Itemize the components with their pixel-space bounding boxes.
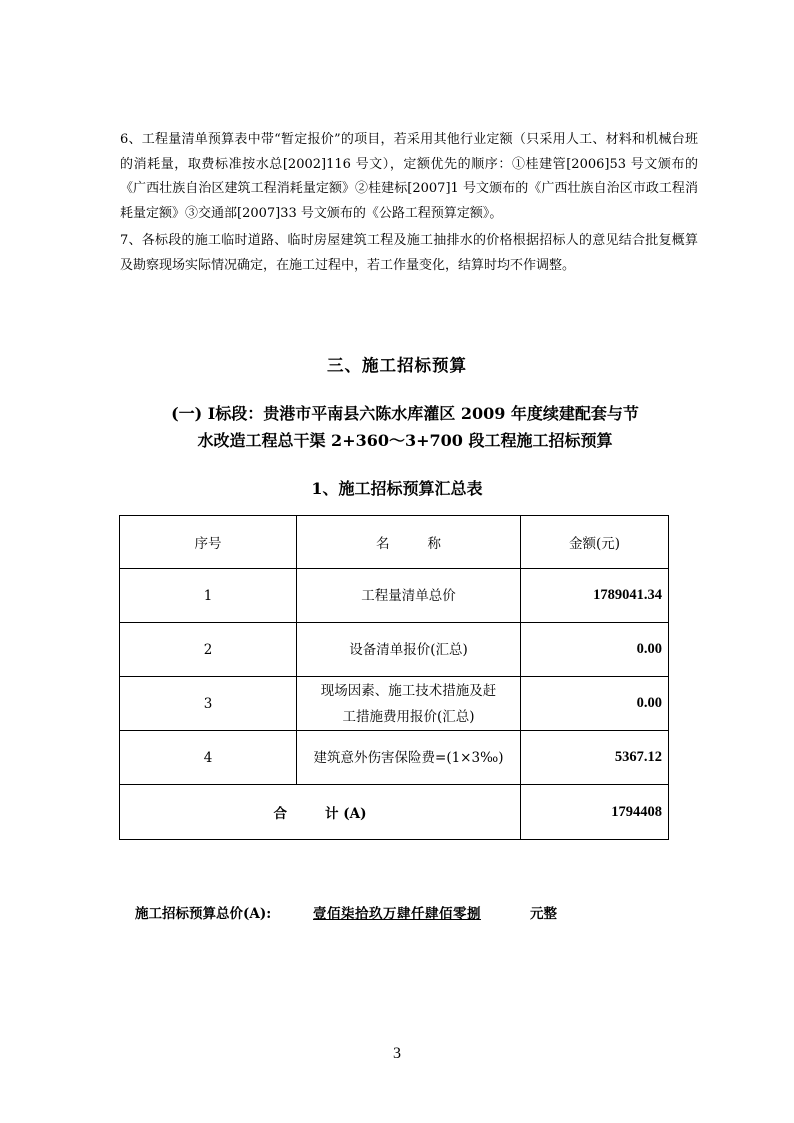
total-price-label: 施工招标预算总价(A): (135, 906, 272, 922)
table-row (120, 677, 669, 731)
table-total-row (120, 785, 669, 840)
table-title: 1、施工招标预算汇总表 (311, 479, 483, 498)
row-index: 4 (120, 731, 297, 785)
header-name-part-1: 名 (376, 536, 390, 552)
row-amount: 5367.12 (521, 731, 669, 785)
table-row (120, 731, 669, 785)
bid-section-title-line-2: 水改造工程总干渠 2+360～3+700 段工程施工招标预算 (197, 431, 613, 450)
row-name (297, 677, 521, 731)
notes-section (120, 128, 698, 281)
table-header-row (120, 516, 669, 569)
row-amount: 0.00 (521, 623, 669, 677)
table-row (120, 623, 669, 677)
row-name-line-2: 工措施费用报价(汇总) (342, 708, 475, 725)
note-paragraph-6: 6、工程量清单预算表中带“暂定报价”的项目，若采用其他行业定额（只采用人工、材料和机械台班的消耗量，取费标准按水总[2002]116 号文），定额优先的顺序：①桂建管[2006]53 号文颁布的《广西壮族自治区建筑工程消耗量定额》②桂建标[2007]1 号文颁布的《广西壮族自治区市政工程消耗量定额》③交通部[2007]33 号文颁布的《公路工程预算定额》。 (120, 132, 698, 221)
total-label (120, 785, 521, 840)
header-name (297, 516, 521, 569)
total-price-line (135, 902, 557, 922)
row-index: 3 (120, 677, 297, 731)
note-paragraph-7: 7、各标段的施工临时道路、临时房屋建筑工程及施工抽排水的价格根据招标人的意见结合批复概算及勘察现场实际情况确定，在施工过程中，若工作量变化，结算时均不作调整。 (120, 233, 698, 273)
bid-section-title (120, 400, 690, 454)
total-label-part-1: 合 (273, 806, 288, 822)
header-amount: 金额(元) (521, 516, 669, 569)
total-amount: 1794408 (521, 785, 669, 840)
header-name-part-2: 称 (427, 536, 441, 552)
table-row (120, 569, 669, 623)
row-index: 2 (120, 623, 297, 677)
row-name: 建筑意外伤害保险费=(1×3‰) (297, 731, 521, 785)
row-amount: 1789041.34 (521, 569, 669, 623)
header-index: 序号 (120, 516, 297, 569)
budget-summary-table (119, 515, 669, 840)
total-price-unit: 元整 (530, 906, 557, 922)
row-name: 设备清单报价(汇总) (297, 623, 521, 677)
total-price-in-words: 壹佰柒拾玖万肆仟肆佰零捌 (313, 906, 481, 922)
row-name-line-1: 现场因素、施工技术措施及赶 (320, 682, 497, 699)
row-name: 工程量清单总价 (297, 569, 521, 623)
total-label-part-2: 计 (A) (325, 806, 367, 822)
page-number: 3 (393, 1045, 401, 1062)
section-title: 三、施工招标预算 (327, 356, 467, 375)
row-index: 1 (120, 569, 297, 623)
bid-section-title-line-1: (一) Ⅰ标段：贵港市平南县六陈水库灌区 2009 年度续建配套与节 (171, 404, 639, 423)
row-amount: 0.00 (521, 677, 669, 731)
